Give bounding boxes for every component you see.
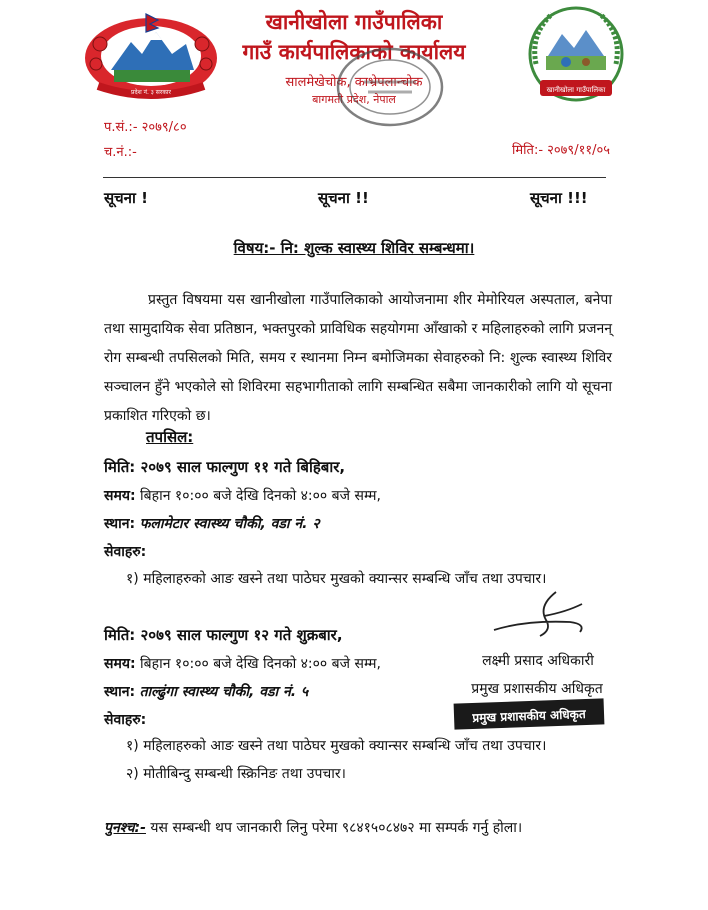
camp1-place bbox=[104, 514, 320, 533]
camp1-place-label: स्थान: bbox=[104, 516, 136, 532]
notice-body: प्रस्तुत विषयमा यस खानीखोला गाउँपालिकाको आयोजनामा शीर मेमोरियल अस्पताल, बनेपा तथा सामुदायिक सेवा प्रतिष्ठान, भक्तपुरको प्राविधिक सहयोगमा आँखाको र महिलाहरुको लागि प्रजनन् रोग सम्बन्धी तपसिलको मिति, समय र स्थानमा निम्न बमोजिमका सेवाहरुको नि: शुल्क स्वास्थ्य शिविर सञ्चालन हुँने भएकोले सो शिविरमा सहभागीताको लागि सम्बन्धित सबैमा जानकारीको लागि यो सूचना प्रकाशित गरिएको छ। bbox=[104, 292, 612, 424]
designation-stamp bbox=[452, 697, 606, 731]
postscript-label: पुनश्च:- bbox=[104, 820, 146, 836]
camp2-time-value: बिहान १०:०० बजे देखि दिनको ४:०० बजे सम्म, bbox=[140, 656, 381, 672]
signatory-title: प्रमुख प्रशासकीय अधिकृत bbox=[471, 681, 603, 697]
camp1-date: मिति: २०७९ साल फाल्गुण ११ गते बिहिबार, bbox=[104, 458, 346, 476]
camp1-service-item: १) महिलाहरुको आङ खस्ने तथा पाठेघर मुखको क्यान्सर सम्बन्धि जाँच तथा उपचार। bbox=[126, 571, 547, 587]
designation-stamp-text: प्रमुख प्रशासकीय अधिकृत bbox=[472, 707, 586, 725]
reference-number: प.सं.:- २०७९/८० bbox=[104, 120, 187, 135]
notice-heading-3: सूचना !!! bbox=[530, 189, 588, 207]
emblem-caption: प्रदेश नं. ३ सरकार bbox=[131, 89, 171, 96]
office-stamp bbox=[334, 44, 446, 130]
subject-line bbox=[0, 238, 708, 258]
camp2-place bbox=[104, 682, 308, 701]
camp1-place-value: फलामेटार स्वास्थ्य चौकी, वडा नं. २ bbox=[139, 516, 320, 532]
office-address: सालमेखेचोक, काभ्रेपलान्चोक bbox=[285, 75, 423, 90]
camp2-date: मिति: २०७९ साल फाल्गुण १२ गते शुक्रबार, bbox=[104, 626, 343, 644]
camp2-services-label: सेवाहरु: bbox=[104, 712, 147, 728]
dispatch-number: च.नं.:- bbox=[104, 145, 137, 160]
header-divider bbox=[103, 177, 606, 178]
camp2-service-item-2: २) मोतीबिन्दु सम्बन्धी स्क्रिनिङ तथा उपचार। bbox=[126, 766, 346, 782]
office-subtitle: गाउँ कार्यपालिकाको कार्यालय bbox=[242, 40, 466, 64]
camp2-time-label: समय: bbox=[104, 656, 136, 672]
handwritten-signature bbox=[486, 586, 596, 650]
camp1-time-label: समय: bbox=[104, 488, 136, 504]
office-name: खानीखोला गाउँपालिका bbox=[265, 10, 443, 34]
postscript-text: यस सम्बन्धी थप जानकारी लिनु परेमा ९८४१५०८४७२ मा सम्पर्क गर्नु होला। bbox=[145, 820, 523, 836]
camp2-time bbox=[104, 654, 381, 673]
postscript bbox=[104, 818, 522, 837]
camp1-services-label: सेवाहरु: bbox=[104, 544, 147, 560]
camp1-time bbox=[104, 486, 381, 505]
office-province: बागमती प्रदेश, नेपाल bbox=[312, 93, 396, 106]
notice-heading-1: सूचना ! bbox=[104, 189, 148, 207]
details-heading: तपसिल: bbox=[146, 428, 194, 446]
letter-date: मिति:- २०७९/११/०५ bbox=[512, 143, 610, 158]
camp2-service-item-1: १) महिलाहरुको आङ खस्ने तथा पाठेघर मुखको क्यान्सर सम्बन्धि जाँच तथा उपचार। bbox=[126, 738, 547, 754]
subject-text: विषय:- नि: शुल्क स्वास्थ्य शिविर सम्बन्धमा। bbox=[233, 239, 475, 257]
notice-heading-2: सूचना !! bbox=[318, 189, 369, 207]
signatory-name: लक्ष्मी प्रसाद अधिकारी bbox=[482, 653, 594, 669]
logo-caption: खानीखोला गाउँपालिका bbox=[546, 86, 606, 94]
camp1-time-value: बिहान १०:०० बजे देखि दिनको ४:०० बजे सम्म, bbox=[140, 488, 381, 504]
camp2-place-value: ताल्ढुंगा स्वास्थ्य चौकी, वडा नं. ५ bbox=[139, 684, 309, 700]
camp2-place-label: स्थान: bbox=[104, 684, 136, 700]
